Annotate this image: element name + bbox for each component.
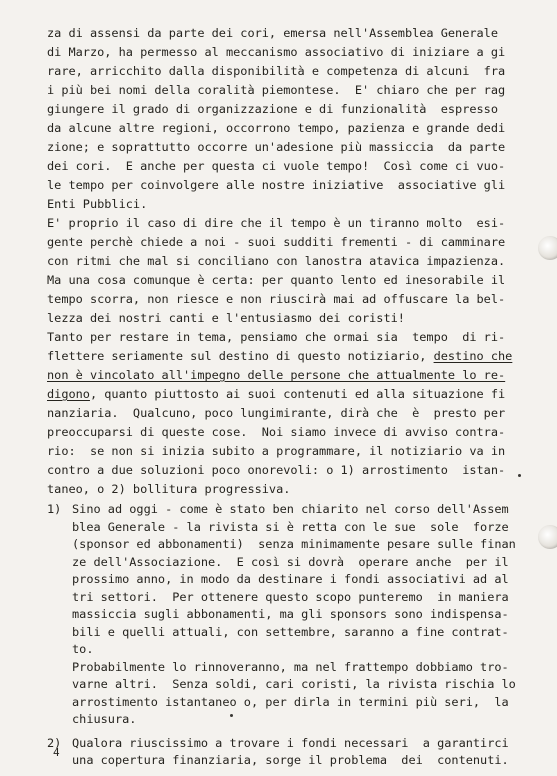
- text-line: Tanto per restare in tema, pensiamo che ormai sia tempo di ri-: [47, 330, 506, 344]
- text-line-underlined-part: [47, 347, 527, 366]
- text-line: za di assensi da parte dei cori, emersa nell'Assemblea Generale: [47, 26, 499, 40]
- list-item-line: prossimo anno, in modo da destinare i fondi associativi ad al: [72, 572, 509, 586]
- punch-hole-top: [538, 236, 557, 260]
- list-item-line: tri settori. Per ottenere questo scopo punteremo in maniera: [72, 589, 509, 604]
- list-item-line: Probabilmente lo rinnoveranno, ma nel frattempo dobbiamo tro-: [72, 659, 509, 674]
- list-item-line: una copertura finanziaria, sorge il problema dei contenuti.: [72, 753, 509, 767]
- list-item-line: varne altri. Senza soldi, cari coristi, la rivista rischia lo: [72, 677, 516, 691]
- text-line: rio: se non si inizia subito a programmare, il notiziario va in: [47, 444, 506, 458]
- list-item-number: 2): [47, 735, 62, 750]
- text-line: lezza dei nostri canti e l'entusiasmo dei coristi!: [47, 311, 405, 325]
- text-line: le tempo per coinvolgere alle nostre iniziative associative gli: [47, 178, 506, 192]
- text-line: Enti Pubblici.: [47, 197, 148, 211]
- text-line: contro a due soluzioni poco onorevoli: o 1) arrostimento istan-: [47, 463, 506, 477]
- list-item-line: blea Generale - la rivista si è retta con le sue sole forze: [72, 519, 509, 534]
- list-item-line: bili e quelli attuali, con settembre, saranno a fine contrat-: [72, 624, 509, 639]
- text-line-underlined-part: [47, 385, 527, 404]
- underlined-segment: non è vincolato all'impegno delle persone che attualmente lo re-: [47, 368, 506, 382]
- underlined-segment: destino che: [433, 349, 513, 363]
- text-line: Ma una cosa comunque è certa: per quanto lento ed inesorabile il: [47, 273, 506, 287]
- list-item-line: Qualora riuscissimo a trovare i fondi necessari a garantirci: [72, 735, 509, 750]
- text-line: rare, arricchito dalla disponibilità e competenza di alcuni fra: [47, 64, 506, 78]
- punch-hole-bottom: [538, 525, 557, 549]
- text-line: da alcune altre regioni, occorrono tempo, pazienza e grande dedi: [47, 121, 506, 135]
- list-item-line: Sino ad oggi - come è stato ben chiarito nel corso dell'Assem: [72, 502, 509, 516]
- text-line: E' proprio il caso di dire che il tempo è un tiranno molto esi-: [47, 216, 506, 230]
- list-item-line: massiccia sugli abbonamenti, ma gli sponsors sono indispensa-: [72, 607, 509, 621]
- list-item-line: (sponsor ed abbonamenti) senza minimamente pesare sulle finan: [72, 537, 516, 551]
- text-line: gente perchè chiede a noi - suoi sudditi frementi - di camminare: [47, 235, 506, 249]
- text-line: con ritmi che mal si conciliano con lanostra atavica impazienza.: [47, 254, 506, 268]
- text-line: dei cori. E anche per questa ci vuole tempo! Così come ci vuo-: [47, 159, 506, 173]
- text-line: nanziaria. Qualcuno, poco lungimirante, dirà che è presto per: [47, 406, 506, 420]
- list-item-line: ze dell'Associazione. E così si dovrà operare anche per il: [72, 554, 509, 569]
- text-line: zione; e soprattutto occorre un'adesione più massiccia da parte: [47, 140, 506, 154]
- underlined-segment: digono: [47, 387, 90, 401]
- text-line: giungere il grado di organizzazione e di funzionalità espresso: [47, 102, 499, 116]
- text-segment: , quanto piuttosto ai suoi contenuti ed alla situazione fi: [89, 387, 506, 401]
- text-line-underlined: [47, 366, 527, 385]
- list-item-number: 1): [47, 502, 62, 516]
- text-line: i più bei nomi della coralità piemontese. E' chiaro che per rag: [47, 83, 506, 97]
- text-line: preoccuparsi di queste cose. Noi siamo invece di avviso contra-: [47, 425, 506, 439]
- page-number: 4: [53, 746, 60, 759]
- text-line: di Marzo, ha permesso al meccanismo associativo di iniziare a gi: [47, 45, 506, 59]
- list-item-line: to.: [72, 642, 94, 656]
- list-item-line: chiusura.: [72, 712, 137, 726]
- text-segment: flettere seriamente sul destino di questo notiziario,: [47, 349, 434, 363]
- text-line: taneo, o 2) bollitura progressiva.: [47, 482, 291, 496]
- list-item-line: arrostimento istantaneo o, per dirla in termini più seri, la: [72, 694, 509, 709]
- text-line: tempo scorra, non riesce e non riuscirà mai ad offuscare la bel-: [47, 292, 506, 306]
